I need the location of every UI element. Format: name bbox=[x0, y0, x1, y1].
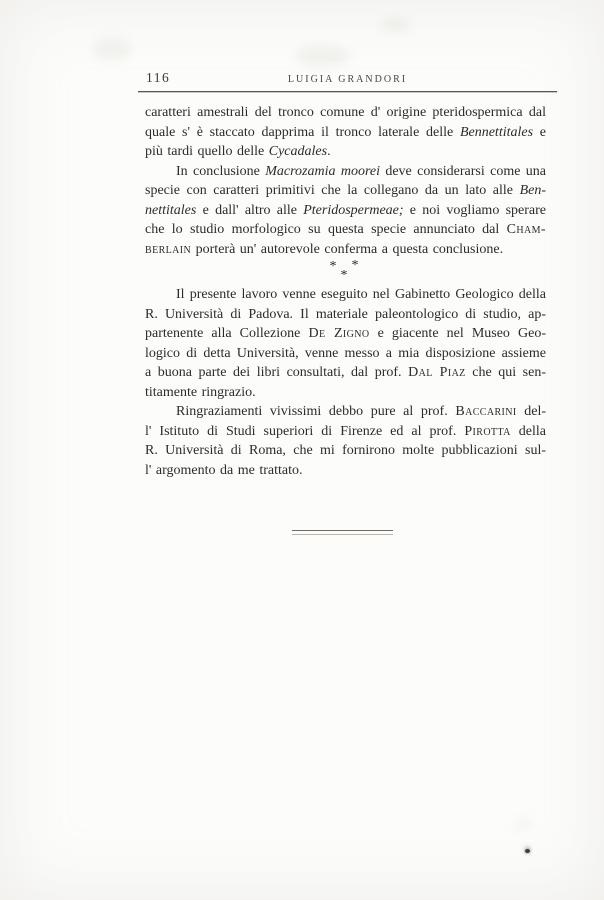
text-line bbox=[145, 344, 546, 364]
scan-smudge bbox=[380, 18, 410, 32]
scan-smudge bbox=[514, 818, 532, 830]
paragraph bbox=[145, 402, 546, 480]
text-run: e giacente nel Museo Geo- bbox=[369, 326, 547, 341]
paragraph bbox=[145, 103, 546, 162]
text-run: partenente alla Collezione bbox=[145, 326, 309, 341]
text-run: titamente ringrazio. bbox=[145, 384, 256, 400]
header-rule bbox=[138, 91, 557, 92]
text-run: e bbox=[533, 124, 546, 140]
text-run: più tardi quello delle bbox=[145, 144, 269, 159]
text-line bbox=[145, 181, 546, 201]
text-run: Il presente lavoro venne eseguito nel Gabinetto Geologico della bbox=[176, 287, 546, 302]
page-number: 116 bbox=[146, 70, 171, 85]
asterisk-glyph: * bbox=[340, 268, 348, 283]
text-line bbox=[145, 240, 546, 260]
scan-speck bbox=[525, 849, 530, 853]
italic-term: Macrozamia moorei bbox=[265, 163, 380, 179]
text-block bbox=[145, 103, 546, 480]
text-run: della bbox=[510, 423, 546, 439]
text-line bbox=[145, 363, 546, 383]
text-run: l' argomento da me trattato. bbox=[145, 462, 303, 478]
text-line bbox=[145, 142, 546, 162]
closing-rule bbox=[292, 530, 393, 535]
italic-term: Pteridospermeae; bbox=[303, 202, 404, 218]
text-run: che lo studio morfologico su questa specie annunciato dal bbox=[145, 222, 507, 237]
paragraph bbox=[145, 285, 546, 402]
text-run: del- bbox=[516, 404, 547, 419]
text-line bbox=[145, 285, 546, 305]
text-line bbox=[145, 305, 546, 325]
text-run: . bbox=[327, 144, 331, 159]
smallcaps-name: berlain bbox=[145, 241, 192, 257]
smallcaps-name: Baccarini bbox=[455, 404, 517, 419]
scan-smudge bbox=[295, 45, 350, 67]
scan-smudge bbox=[92, 38, 132, 60]
text-line bbox=[145, 441, 546, 461]
italic-term: Cycadales bbox=[268, 144, 328, 159]
text-run: l' Istituto di Studi superiori di Firenze ed al prof. bbox=[145, 423, 465, 439]
text-run: che qui sen- bbox=[465, 365, 546, 380]
text-line bbox=[145, 461, 546, 481]
text-line bbox=[145, 123, 546, 143]
text-run: e noi vogliamo sperare bbox=[403, 202, 546, 218]
smallcaps-name: Pirotta bbox=[464, 423, 511, 439]
smallcaps-name: Cham- bbox=[506, 222, 546, 237]
text-line bbox=[145, 220, 546, 240]
text-run: R. Università di Padova. Il materiale paleontologico di studio, ap- bbox=[145, 306, 546, 322]
text-run: porterà un' autorevole conferma a questa conclusione. bbox=[191, 241, 504, 257]
italic-term: Bennettitales bbox=[459, 124, 534, 140]
text-line bbox=[145, 324, 546, 344]
text-run: caratteri amestrali del tronco comune d' origine pteridospermica dal bbox=[145, 105, 546, 120]
text-run: logico di detta Università, venne messo a mia disposizione assieme bbox=[145, 345, 546, 361]
italic-term: Ben- bbox=[519, 183, 546, 198]
text-run: quale s' è staccato dapprima il tronco laterale delle bbox=[145, 124, 460, 140]
text-run: Ringraziamenti vivissimi debbo pure al prof. bbox=[176, 404, 456, 419]
text-run: a buona parte dei libri consultati, dal prof. bbox=[145, 365, 409, 380]
text-run: R. Università di Roma, che mi fornirono molte pubblicazioni sul- bbox=[145, 443, 546, 458]
italic-term: nettitales bbox=[145, 202, 197, 218]
asterism-separator bbox=[145, 259, 546, 285]
text-line bbox=[145, 162, 546, 182]
text-run: e dall' altro alle bbox=[196, 202, 304, 218]
text-line bbox=[145, 402, 546, 422]
paragraph bbox=[145, 162, 546, 260]
smallcaps-name: De Zigno bbox=[308, 326, 370, 341]
asterisk-glyph: * bbox=[329, 259, 337, 274]
text-line bbox=[145, 103, 546, 123]
text-line bbox=[145, 422, 546, 442]
text-line bbox=[145, 383, 546, 403]
asterisk-glyph: * bbox=[351, 258, 359, 273]
text-run: In conclusione bbox=[176, 163, 266, 179]
text-run: deve considerarsi come una bbox=[379, 163, 546, 179]
text-line bbox=[145, 201, 546, 221]
smallcaps-name: Dal Piaz bbox=[408, 365, 466, 380]
running-title: LUIGIA GRANDORI bbox=[287, 74, 408, 85]
text-run: specie con caratteri primitivi che la collegano da un lato alle bbox=[145, 183, 520, 198]
